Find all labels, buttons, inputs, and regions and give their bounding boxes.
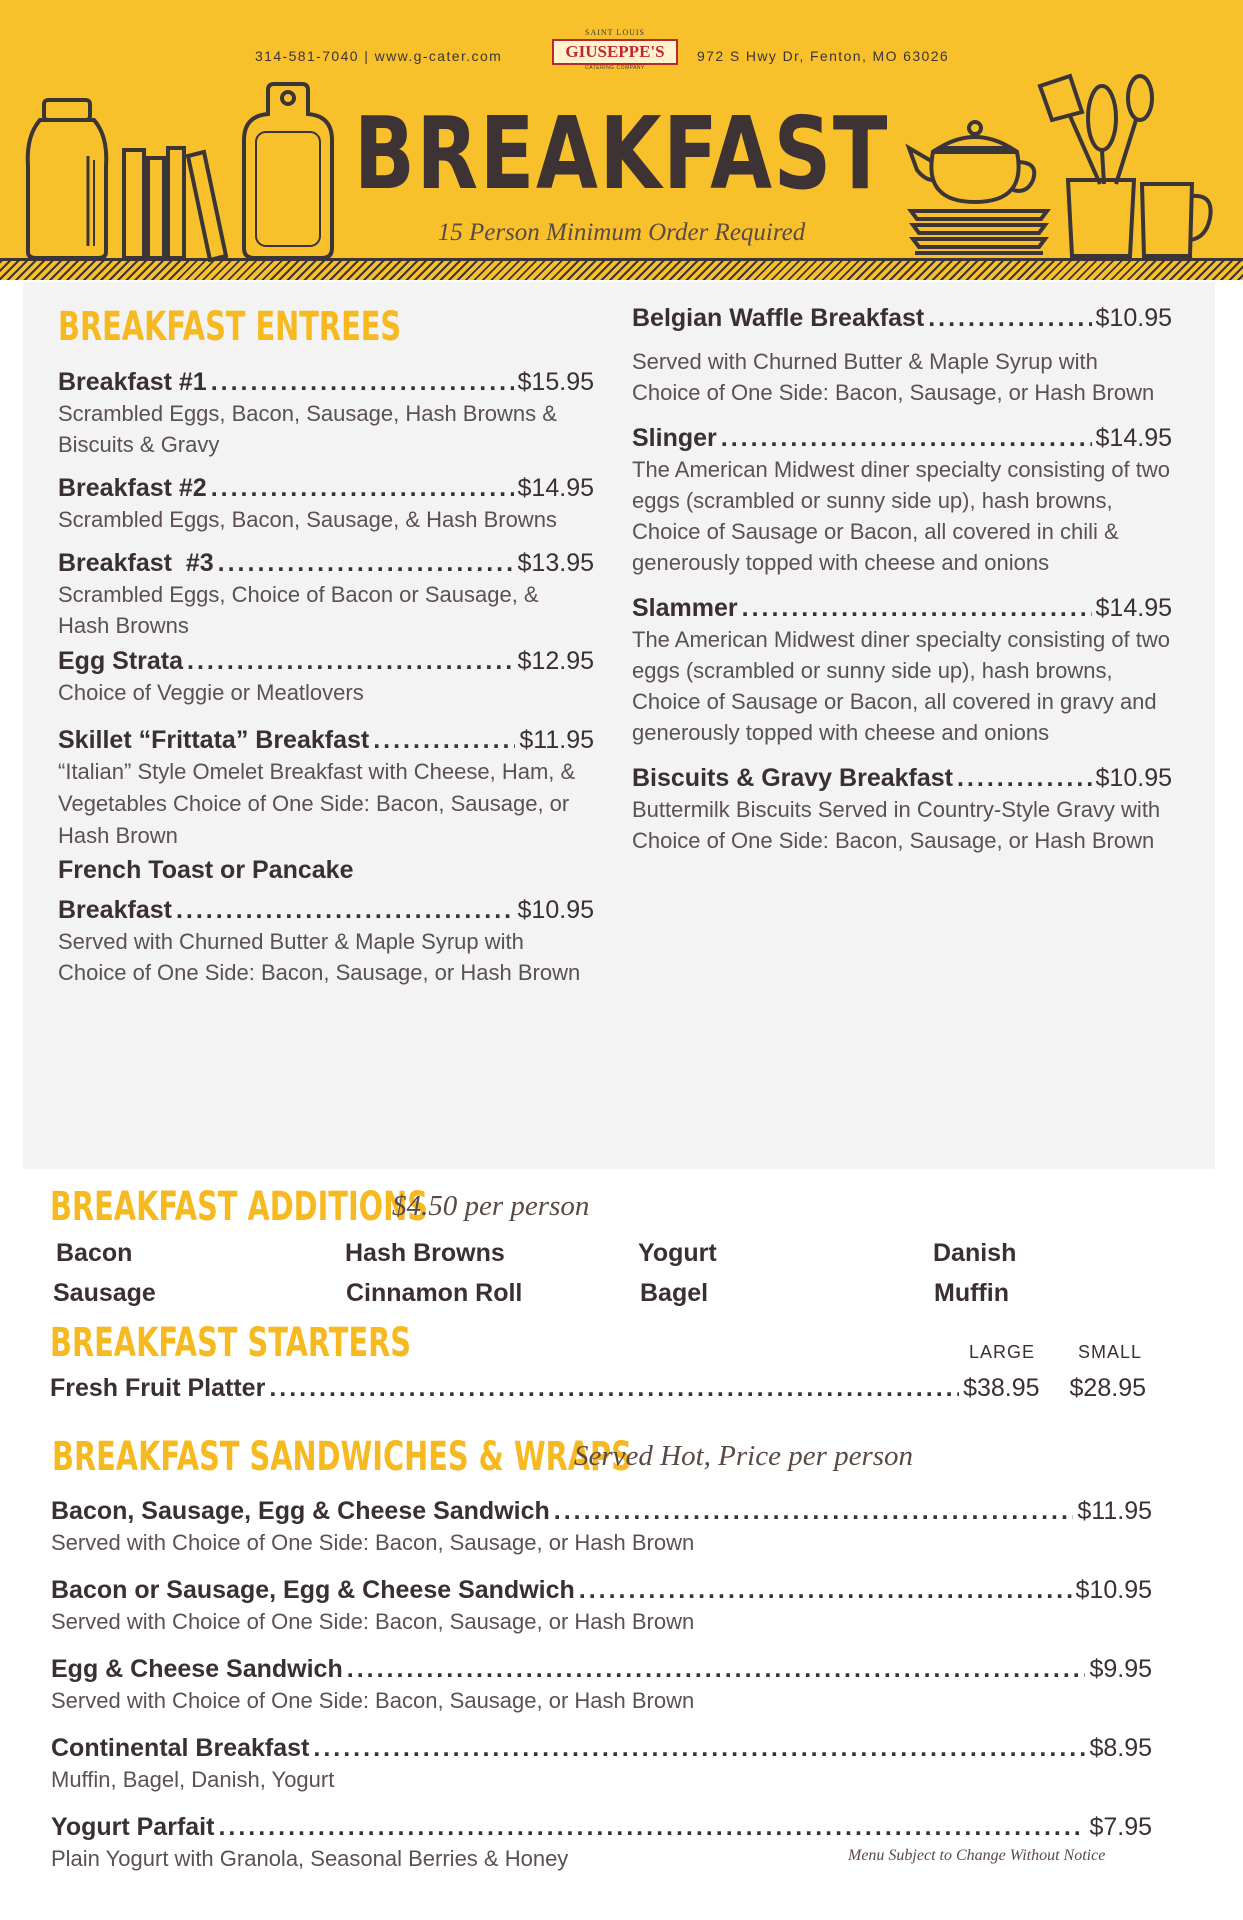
leader-dots — [211, 472, 514, 504]
item-name: Breakfast #2 — [58, 474, 207, 502]
leader-dots — [721, 422, 1092, 454]
leader-dots — [269, 1372, 959, 1404]
item-name: Continental Breakfast — [51, 1734, 310, 1762]
menu-item — [632, 422, 1172, 578]
logo-top-text: SAINT LOUIS — [585, 28, 645, 37]
item-price: $14.95 — [517, 474, 594, 502]
item-name: Fresh Fruit Platter — [50, 1374, 266, 1402]
item-price: $10.95 — [1095, 304, 1172, 332]
item-description: Served with Choice of One Side: Bacon, Sausage, or Hash Brown — [51, 1530, 695, 1555]
addition-item: Yogurt — [638, 1239, 717, 1267]
additions-heading — [50, 1182, 750, 1232]
leader-dots — [347, 1653, 1086, 1685]
addition-item: Danish — [933, 1239, 1017, 1267]
size-label-large: LARGE — [969, 1342, 1036, 1362]
item-name: Bacon, Sausage, Egg & Cheese Sandwich — [51, 1497, 550, 1525]
item-price: $14.95 — [1095, 424, 1172, 452]
item-description: Plain Yogurt with Granola, Seasonal Berries & Honey — [51, 1846, 569, 1871]
menu-item — [51, 1732, 1152, 1795]
section-title-starters: BREAKFAST STARTERS — [50, 1320, 412, 1366]
item-name: Biscuits & Gravy Breakfast — [632, 764, 953, 792]
addition-item: Bacon — [56, 1239, 133, 1267]
menu-item — [58, 854, 594, 988]
menu-item — [58, 366, 594, 460]
item-name: Yogurt Parfait — [51, 1813, 215, 1841]
item-name: Slinger — [632, 424, 717, 452]
item-description: Choice of Veggie or Meatlovers — [58, 680, 364, 705]
company-logo — [552, 28, 678, 78]
menu-item — [58, 547, 594, 641]
price-small: $28.95 — [1069, 1374, 1146, 1402]
menu-item — [58, 724, 594, 852]
menu-item — [58, 472, 594, 535]
minimum-order-note: 15 Person Minimum Order Required — [437, 219, 806, 246]
logo-name: GIUSEPPE'S — [552, 39, 678, 65]
item-description: Served with Churned Butter & Maple Syrup with Choice of One Side: Bacon, Sausage, or Hash Brown — [632, 349, 1155, 405]
item-price: $10.95 — [517, 896, 594, 924]
menu-item — [632, 592, 1172, 748]
item-description: Scrambled Eggs, Choice of Bacon or Sausage, & Hash Browns — [58, 582, 539, 638]
item-description: Scrambled Eggs, Bacon, Sausage, Hash Browns & Biscuits & Gravy — [58, 401, 557, 457]
sandwich-list — [51, 1495, 1152, 1874]
item-name: Breakfast #3 — [58, 549, 214, 577]
leader-dots — [187, 645, 514, 677]
leader-dots — [554, 1495, 1074, 1527]
leader-dots — [742, 592, 1092, 624]
item-description: “Italian” Style Omelet Breakfast with Cheese, Ham, & Vegetables Choice of One Side: Bacon, Sausage, or Hash Brown — [58, 759, 576, 848]
addition-item: Cinnamon Roll — [346, 1279, 523, 1307]
entrees-right-column — [632, 302, 1172, 856]
logo-sub-text: CATERING COMPANY — [585, 65, 645, 71]
leader-dots — [957, 762, 1092, 794]
item-price: $12.95 — [517, 647, 594, 675]
section-title-entrees: BREAKFAST ENTREES — [58, 304, 402, 350]
page-title: BREAKFAST — [353, 95, 890, 212]
sandwiches-heading — [52, 1432, 1052, 1482]
starter-item — [50, 1372, 1146, 1404]
menu-header — [0, 0, 1243, 280]
item-name: Breakfast — [58, 896, 172, 924]
size-label-small: SMALL — [1078, 1342, 1143, 1362]
leader-dots — [579, 1574, 1072, 1606]
item-description: Served with Choice of One Side: Bacon, Sausage, or Hash Brown — [51, 1609, 695, 1634]
phone-website: 314-581-7040 | www.g-cater.com — [255, 48, 503, 64]
item-name: Skillet “Frittata” Breakfast — [58, 726, 370, 754]
leader-dots — [218, 1811, 1085, 1843]
item-price: $11.95 — [519, 726, 594, 754]
shelf-divider — [0, 258, 1243, 280]
menu-item — [51, 1495, 1152, 1558]
addition-item: Hash Browns — [345, 1239, 505, 1267]
price-large: $38.95 — [963, 1374, 1040, 1402]
item-description: Scrambled Eggs, Bacon, Sausage, & Hash Browns — [58, 507, 557, 532]
item-name-line1: French Toast or Pancake — [58, 856, 354, 884]
menu-item — [632, 302, 1172, 408]
item-description: The American Midwest diner specialty consisting of two eggs (scrambled or sunny side up), hash browns, Choice of Sausage or Bacon, all covered in gravy and generously topped with cheese and onions — [632, 627, 1171, 745]
menu-item — [51, 1574, 1152, 1637]
item-name: Breakfast #1 — [58, 368, 207, 396]
leader-dots — [211, 366, 514, 398]
leader-dots — [373, 724, 515, 756]
item-description: Served with Churned Butter & Maple Syrup with Choice of One Side: Bacon, Sausage, or Hash Brown — [58, 929, 581, 985]
item-name: Egg Strata — [58, 647, 184, 675]
menu-item — [51, 1653, 1152, 1716]
entrees-left-column — [58, 302, 594, 988]
footnote: Menu Subject to Change Without Notice — [848, 1847, 1106, 1864]
item-name: Slammer — [632, 594, 738, 622]
item-description: Served with Choice of One Side: Bacon, Sausage, or Hash Brown — [51, 1688, 695, 1713]
addition-item: Sausage — [53, 1279, 156, 1307]
addition-item: Bagel — [640, 1279, 709, 1307]
addition-item: Muffin — [934, 1279, 1009, 1307]
item-price: $9.95 — [1089, 1655, 1152, 1683]
item-price: $15.95 — [517, 368, 594, 396]
item-name: Egg & Cheese Sandwich — [51, 1655, 343, 1683]
menu-item — [58, 645, 594, 708]
item-description: The American Midwest diner specialty consisting of two eggs (scrambled or sunny side up), hash browns, Choice of Sausage or Bacon, all covered in chili & generously topped with cheese and onions — [632, 457, 1171, 575]
menu-item — [632, 762, 1172, 856]
leader-dots — [218, 547, 514, 579]
item-price: $8.95 — [1089, 1734, 1152, 1762]
item-price: $14.95 — [1095, 594, 1172, 622]
item-price: $10.95 — [1075, 1576, 1152, 1604]
section-title-additions: BREAKFAST ADDITIONS — [50, 1184, 428, 1230]
leader-dots — [176, 894, 514, 926]
additions-price-note: $4.50 per person — [392, 1190, 590, 1222]
item-description: Buttermilk Biscuits Served in Country-Style Gravy with Choice of One Side: Bacon, Sausage, or Hash Brown — [632, 797, 1161, 853]
leader-dots — [928, 302, 1091, 334]
address: 972 S Hwy Dr, Fenton, MO 63026 — [697, 48, 950, 64]
item-price: $10.95 — [1095, 764, 1172, 792]
item-price: $13.95 — [517, 549, 594, 577]
section-title-sandwiches: BREAKFAST SANDWICHES & WRAPS — [52, 1434, 632, 1480]
item-price: $7.95 — [1089, 1813, 1152, 1841]
item-description: Muffin, Bagel, Danish, Yogurt — [51, 1767, 335, 1792]
sandwiches-price-note: Served Hot, Price per person — [574, 1440, 914, 1472]
item-price: $11.95 — [1077, 1497, 1152, 1525]
leader-dots — [313, 1732, 1085, 1764]
item-name: Belgian Waffle Breakfast — [632, 304, 925, 332]
item-name: Bacon or Sausage, Egg & Cheese Sandwich — [51, 1576, 575, 1604]
